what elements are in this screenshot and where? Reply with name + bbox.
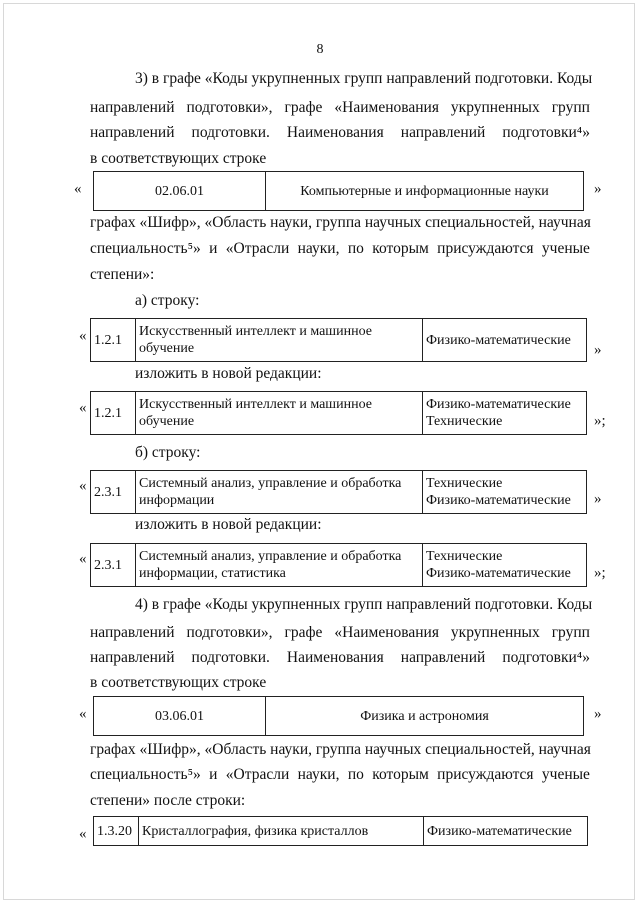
specialty-cell: Системный анализ, управление и обработка информации, статистика	[136, 544, 423, 587]
specialty-cell: Системный анализ, управление и обработка информации	[136, 471, 423, 514]
cipher-cell: 1.3.20	[94, 817, 139, 846]
sub-a-old-close-quote: »	[594, 342, 602, 358]
item4-row-close-quote: »	[594, 706, 602, 722]
specialty-cell: Искусственный интеллект и машинное обучение	[136, 319, 423, 362]
item3-line2: направлений подготовки», графе «Наименования укрупненных групп	[90, 99, 590, 116]
item4-code-table	[93, 696, 584, 736]
item4-last-open-quote: «	[79, 826, 87, 842]
item3-line1: 3) в графе «Коды укрупненных групп направлений подготовки. Коды	[135, 70, 593, 87]
item4-last-table	[93, 816, 588, 846]
cipher-cell: 2.3.1	[91, 471, 136, 514]
branch-cell: Технические Физико-математические	[423, 544, 587, 587]
branch-cell: Физико-математические Технические	[423, 392, 587, 435]
group-name-cell: Физика и астрономия	[266, 697, 584, 736]
group-name-cell: Компьютерные и информационные науки	[266, 172, 584, 211]
sub-a-label: а) строку:	[135, 292, 200, 309]
sub-b-new-open-quote: «	[79, 551, 87, 567]
item3-row-open-quote: «	[74, 181, 82, 197]
table-row	[91, 392, 587, 435]
item3-line3: направлений подготовки. Наименования направлений подготовки⁴»	[90, 124, 590, 141]
item3-row-close-quote: »	[594, 181, 602, 197]
sub-a-old-table	[90, 318, 587, 362]
page-number: 8	[316, 42, 324, 57]
sub-a-new-close-quote: »;	[594, 413, 606, 429]
sub-a-old-open-quote: «	[79, 328, 87, 344]
table-row	[91, 471, 587, 514]
item4-line1: 4) в графе «Коды укрупненных групп направлений подготовки. Коды	[135, 596, 593, 613]
item4-line3: направлений подготовки. Наименования направлений подготовки⁴»	[90, 649, 590, 666]
branch-cell: Технические Физико-математические	[423, 471, 587, 514]
item4-after3: степени» после строки:	[90, 792, 246, 809]
cipher-cell: 2.3.1	[91, 544, 136, 587]
table-row	[94, 817, 588, 846]
sub-a-restate: изложить в новой редакции:	[135, 365, 322, 382]
sub-b-restate: изложить в новой редакции:	[135, 516, 322, 533]
sub-b-new-close-quote: »;	[594, 565, 606, 581]
group-code-cell: 03.06.01	[94, 697, 266, 736]
sub-b-old-open-quote: «	[79, 478, 87, 494]
item3-after1: графах «Шифр», «Область науки, группа научных специальностей, научная	[90, 214, 591, 231]
item3-after2: специальность⁵» и «Отрасли науки, по которым присуждаются ученые	[90, 240, 590, 257]
sub-a-new-table	[90, 391, 587, 435]
sub-b-old-close-quote: »	[594, 491, 602, 507]
item3-after3: степени»:	[90, 266, 155, 283]
table-row	[91, 544, 587, 587]
item4-row-open-quote: «	[79, 706, 87, 722]
specialty-cell: Искусственный интеллект и машинное обучение	[136, 392, 423, 435]
sub-b-label: б) строку:	[135, 444, 201, 461]
sub-a-new-open-quote: «	[79, 400, 87, 416]
item4-line2: направлений подготовки», графе «Наименования укрупненных групп	[90, 624, 590, 641]
cipher-cell: 1.2.1	[91, 392, 136, 435]
sub-b-old-table	[90, 470, 587, 514]
item3-code-table	[93, 171, 584, 211]
cipher-cell: 1.2.1	[91, 319, 136, 362]
table-row	[91, 319, 587, 362]
table-row	[94, 697, 584, 736]
sub-b-new-table	[90, 543, 587, 587]
branch-cell: Физико-математические	[424, 817, 588, 846]
item3-line4: в соответствующих строке	[90, 150, 267, 167]
group-code-cell: 02.06.01	[94, 172, 266, 211]
item4-after1: графах «Шифр», «Область науки, группа научных специальностей, научная	[90, 741, 591, 758]
item4-after2: специальность⁵» и «Отрасли науки, по которым присуждаются ученые	[90, 766, 590, 783]
item4-line4: в соответствующих строке	[90, 674, 267, 691]
table-row	[94, 172, 584, 211]
specialty-cell: Кристаллография, физика кристаллов	[139, 817, 424, 846]
branch-cell: Физико-математические	[423, 319, 587, 362]
